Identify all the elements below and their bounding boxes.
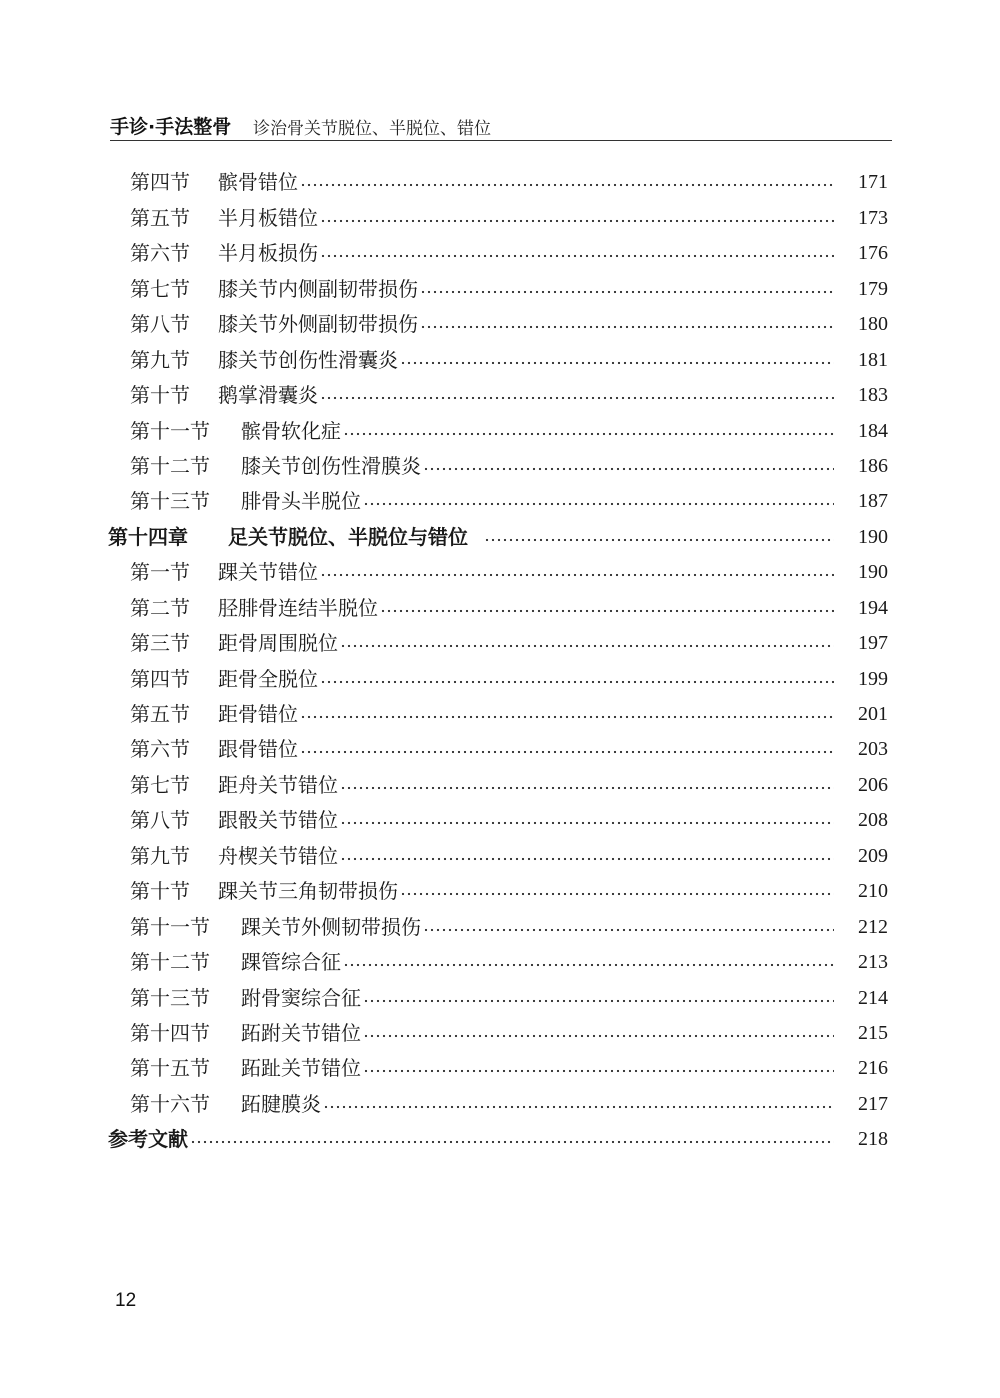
toc-page-number: 199	[858, 667, 888, 690]
toc-entry-number: 第十五节	[130, 1056, 210, 1081]
toc-section-entry[interactable]	[108, 1009, 888, 1044]
toc-entry-number: 第六节	[130, 737, 190, 762]
dot-leader	[400, 891, 834, 897]
toc-entry-number: 第五节	[130, 702, 190, 726]
toc-entry-title: 踝关节错位	[218, 560, 318, 585]
toc-section-entry[interactable]	[108, 300, 888, 335]
toc-page-number: 213	[858, 951, 888, 974]
toc-section-entry[interactable]	[108, 831, 888, 866]
toc-entry-title: 跖腱膜炎	[241, 1091, 321, 1116]
toc-entry-number: 第十四节	[130, 1020, 210, 1045]
toc-section-entry[interactable]	[108, 193, 888, 228]
toc-entry-title: 跖趾关节错位	[241, 1056, 361, 1081]
toc-page-number: 180	[858, 313, 888, 336]
table-of-contents	[108, 158, 888, 1150]
toc-entry-number: 第七节	[130, 772, 190, 797]
running-header	[110, 108, 892, 141]
toc-entry-number: 第十三节	[130, 489, 210, 514]
toc-entry-number: 第三节	[130, 631, 190, 656]
toc-entry-title: 膝关节外侧副韧带损伤	[218, 312, 418, 337]
toc-page-number: 206	[858, 773, 888, 796]
toc-entry-title: 半月板损伤	[218, 241, 318, 266]
toc-entry-number: 第二节	[130, 595, 190, 620]
toc-entry-number: 第九节	[130, 347, 190, 372]
toc-chapter-entry[interactable]	[108, 1115, 888, 1150]
dot-leader	[363, 998, 834, 1004]
toc-entry-title: 距骨周围脱位	[218, 631, 338, 656]
toc-entry-title: 踝关节外侧韧带损伤	[241, 914, 421, 939]
toc-entry-title: 鹅掌滑囊炎	[218, 383, 318, 408]
dot-leader	[420, 324, 834, 330]
dot-leader	[320, 395, 834, 401]
toc-entry-title: 距骨全脱位	[218, 666, 318, 691]
dot-leader	[320, 679, 834, 685]
toc-page-number: 190	[858, 561, 888, 584]
toc-page-number: 215	[858, 1021, 888, 1044]
toc-page-number: 216	[858, 1057, 888, 1080]
toc-section-entry[interactable]	[108, 477, 888, 512]
dot-leader	[320, 572, 834, 578]
toc-entry-number: 第九节	[130, 843, 190, 868]
toc-page-number: 218	[858, 1128, 888, 1151]
toc-page-number: 197	[858, 632, 888, 655]
toc-entry-number: 第十一节	[130, 418, 210, 443]
toc-entry-number: 第十节	[130, 879, 190, 904]
toc-section-entry[interactable]	[108, 442, 888, 477]
toc-entry-title: 舟楔关节错位	[218, 843, 338, 868]
toc-section-entry[interactable]	[108, 583, 888, 618]
toc-entry-title: 踝管综合征	[241, 950, 341, 975]
dot-leader	[323, 1104, 834, 1110]
toc-page-number: 194	[858, 596, 888, 619]
toc-entry-title: 髌骨错位	[218, 170, 298, 195]
toc-entry-number: 第十四章	[108, 524, 188, 549]
toc-section-entry[interactable]	[108, 938, 888, 973]
toc-entry-title: 跟骰关节错位	[218, 808, 338, 833]
toc-entry-title: 跟骨错位	[218, 737, 298, 762]
toc-entry-number: 第十三节	[130, 985, 210, 1010]
dot-leader	[420, 289, 834, 295]
toc-section-entry[interactable]	[108, 867, 888, 902]
book-subtitle: 诊治骨关节脱位、半脱位、错位	[253, 119, 491, 139]
toc-page-number: 186	[858, 454, 888, 477]
toc-entry-title: 膝关节创伤性滑囊炎	[218, 347, 398, 372]
dot-leader	[300, 182, 834, 188]
toc-chapter-entry[interactable]	[108, 512, 888, 547]
toc-page-number: 181	[858, 348, 888, 371]
book-title: 手诊·手法整骨	[110, 116, 232, 138]
toc-entry-number: 第五节	[130, 205, 190, 230]
toc-entry-number: 第八节	[130, 312, 190, 337]
toc-entry-title: 参考文献	[108, 1127, 188, 1152]
toc-entry-title: 距骨错位	[218, 702, 298, 726]
toc-entry-title: 腓骨头半脱位	[241, 489, 361, 514]
toc-entry-title: 跗骨窦综合征	[241, 985, 361, 1010]
toc-page-number: 209	[858, 844, 888, 867]
toc-section-entry[interactable]	[108, 229, 888, 264]
toc-page-number: 183	[858, 384, 888, 407]
toc-entry-number: 第十六节	[130, 1091, 210, 1116]
toc-section-entry[interactable]	[108, 335, 888, 370]
toc-page-number: 201	[858, 703, 888, 725]
toc-entry-title: 踝关节三角韧带损伤	[218, 879, 398, 904]
toc-section-entry[interactable]	[108, 690, 888, 725]
dot-leader	[340, 820, 834, 826]
toc-section-entry[interactable]	[108, 406, 888, 441]
dot-leader	[423, 466, 834, 472]
dot-leader	[484, 537, 834, 543]
toc-section-entry[interactable]	[108, 760, 888, 795]
dot-leader	[343, 962, 834, 968]
toc-entry-title: 距舟关节错位	[218, 772, 338, 797]
dot-leader	[340, 643, 834, 649]
toc-section-entry[interactable]	[108, 725, 888, 760]
toc-page-number: 179	[858, 277, 888, 300]
toc-entry-title: 胫腓骨连结半脱位	[218, 595, 378, 620]
dot-leader	[423, 927, 834, 933]
toc-entry-title: 足关节脱位、半脱位与错位	[228, 524, 468, 549]
toc-page-number: 217	[858, 1092, 888, 1115]
toc-entry-title: 跖跗关节错位	[241, 1020, 361, 1045]
dot-leader	[400, 360, 834, 366]
toc-page-number: 171	[858, 171, 888, 194]
toc-entry-number: 第十节	[130, 383, 190, 408]
toc-page-number: 176	[858, 242, 888, 265]
dot-leader	[320, 253, 834, 259]
toc-section-entry[interactable]	[108, 158, 888, 193]
page-number: 12	[115, 1290, 137, 1311]
toc-section-entry[interactable]	[108, 902, 888, 937]
toc-entry-title: 膝关节创伤性滑膜炎	[241, 453, 421, 478]
dot-leader	[320, 218, 834, 224]
toc-section-entry[interactable]	[108, 796, 888, 831]
toc-section-entry[interactable]	[108, 654, 888, 689]
toc-entry-number: 第八节	[130, 808, 190, 833]
toc-page-number: 184	[858, 419, 888, 442]
toc-entry-number: 第四节	[130, 170, 190, 195]
dot-leader	[340, 785, 834, 791]
toc-entry-number: 第六节	[130, 241, 190, 266]
toc-entry-number: 第七节	[130, 276, 190, 301]
toc-page-number: 190	[858, 525, 888, 548]
toc-entry-number: 第十二节	[130, 453, 210, 478]
toc-page-number: 173	[858, 206, 888, 229]
toc-entry-number: 第四节	[130, 666, 190, 691]
toc-entry-title: 髌骨软化症	[241, 418, 341, 443]
dot-leader	[340, 856, 834, 862]
toc-entry-number: 第十一节	[130, 914, 210, 939]
dot-leader	[380, 608, 834, 614]
dot-leader	[300, 749, 834, 755]
toc-entry-title: 膝关节内侧副韧带损伤	[218, 276, 418, 301]
toc-section-entry[interactable]	[108, 371, 888, 406]
dot-leader	[363, 1068, 834, 1074]
toc-section-entry[interactable]	[108, 1044, 888, 1079]
toc-section-entry[interactable]	[108, 548, 888, 583]
toc-page-number: 203	[858, 738, 888, 761]
toc-page-number: 214	[858, 986, 888, 1009]
toc-page-number: 208	[858, 809, 888, 832]
toc-section-entry[interactable]	[108, 973, 888, 1008]
toc-page-number: 212	[858, 915, 888, 938]
toc-entry-number: 第十二节	[130, 950, 210, 975]
toc-section-entry[interactable]	[108, 1079, 888, 1114]
toc-entry-title: 半月板错位	[218, 205, 318, 230]
toc-page-number: 210	[858, 880, 888, 903]
dot-leader	[190, 1139, 834, 1145]
dot-leader	[300, 714, 834, 720]
toc-page-number: 187	[858, 490, 888, 513]
toc-section-entry[interactable]	[108, 619, 888, 654]
dot-leader	[343, 431, 834, 437]
dot-leader	[363, 1033, 834, 1039]
toc-entry-number: 第一节	[130, 560, 190, 585]
toc-section-entry[interactable]	[108, 264, 888, 299]
dot-leader	[363, 501, 834, 507]
